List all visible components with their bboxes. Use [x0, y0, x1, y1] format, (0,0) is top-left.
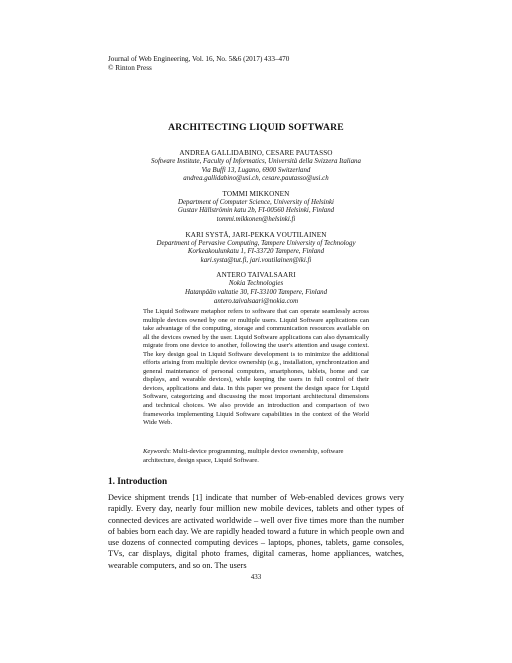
author-block	[96, 231, 416, 266]
author-names: TOMMI MIKKONEN	[222, 189, 290, 198]
author-address: Gustav Hällströmin katu 2b, FI-00560 Helsinki, Finland	[177, 207, 335, 215]
author-names: ANTERO TAIVALSAARI	[216, 271, 296, 280]
page-number: 433	[250, 573, 262, 581]
section-heading: 1. Introduction	[108, 476, 168, 486]
author-affiliation: Software Institute, Faculty of Informatics, Università della Svizzera Italiana	[151, 158, 361, 165]
journal-citation: Journal of Web Engineering, Vol. 16, No. 5&6 (2017) 433–470	[108, 55, 290, 63]
author-address: Korkeakoulunkatu 1, FI-33720 Tampere, Finland	[187, 248, 325, 256]
keywords-text: : Multi-device programming, multiple device ownership, software architecture, design space, Liquid Software.	[143, 448, 344, 464]
author-block	[96, 190, 416, 225]
author-address: Hatanpään valtatie 30, FI-33100 Tampere, Finland	[184, 288, 328, 296]
section-body: Device shipment trends [1] indicate that number of Web-enabled devices grows very rapidly. Every day, nearly four million new mobile devices, tablets and other types of connected devices are activated worldwide – well over five times more than the number of babies born each day. We are rapidly headed toward a future in which people own and use dozens of connected computing devices – laptops, phones, tablets, game consoles, TVs, car displays, digital photo frames, digital cameras, home appliances, watches, wearable computers, and so on. The users	[108, 493, 404, 570]
author-names: ANDREA GALLIDABINO, CESARE PAUTASSO	[179, 149, 333, 157]
keywords-label: Keywords	[143, 448, 170, 455]
author-affiliation: Nokia Technologies	[228, 280, 284, 288]
author-email: kari.systa@tut.fi, jari.voutilainen@iki.fi	[200, 256, 312, 264]
author-email: tommi.mikkonen@helsinki.fi	[216, 215, 296, 223]
author-email: andrea.gallidabino@usi.ch, cesare.pautasso@usi.ch	[183, 175, 329, 183]
author-email: antero.taivalsaari@nokia.com	[213, 297, 299, 305]
author-list	[96, 149, 416, 312]
publisher-line: © Rinton Press	[108, 64, 152, 72]
author-affiliation: Department of Computer Science, University of Helsinki	[178, 198, 334, 206]
author-names: KARI SYSTÄ, JARI-PEKKA VOUTILAINEN	[185, 230, 327, 239]
paper-title: ARCHITECTING LIQUID SOFTWARE	[168, 122, 344, 133]
author-affiliation: Department of Pervasive Computing, Tampere University of Technology	[156, 239, 356, 247]
abstract: The Liquid Software metaphor refers to software that can operate seamlessly across multiple devices owned by one or multiple users. Liquid Software applications can take advantage of the computing, storage and communication resources available on all the devices owned by the user. Liquid Software applications can also dynamically migrate from one device to another, following the user's attention and usage context. The key design goal in Liquid Software development is to minimize the additional efforts arising from multiple device ownership (e.g., installation, synchronization and general maintenance of personal computers, smartphones, tablets, home and car displays, and wearable devices), while keeping the users in full control of their devices, applications and data. In this paper we present the design space for Liquid Software, categorizing and discussing the most important architectural dimensions and technical choices. We also provide an introduction and comparison of two frameworks implementing Liquid Software capabilities in the context of the World Wide Web.	[143, 308, 369, 427]
author-address: Via Buffi 13, Lugano, 6900 Switzerland	[201, 166, 311, 174]
journal-header	[108, 55, 289, 73]
keywords	[143, 448, 369, 465]
author-block	[96, 149, 416, 184]
author-block	[96, 271, 416, 306]
